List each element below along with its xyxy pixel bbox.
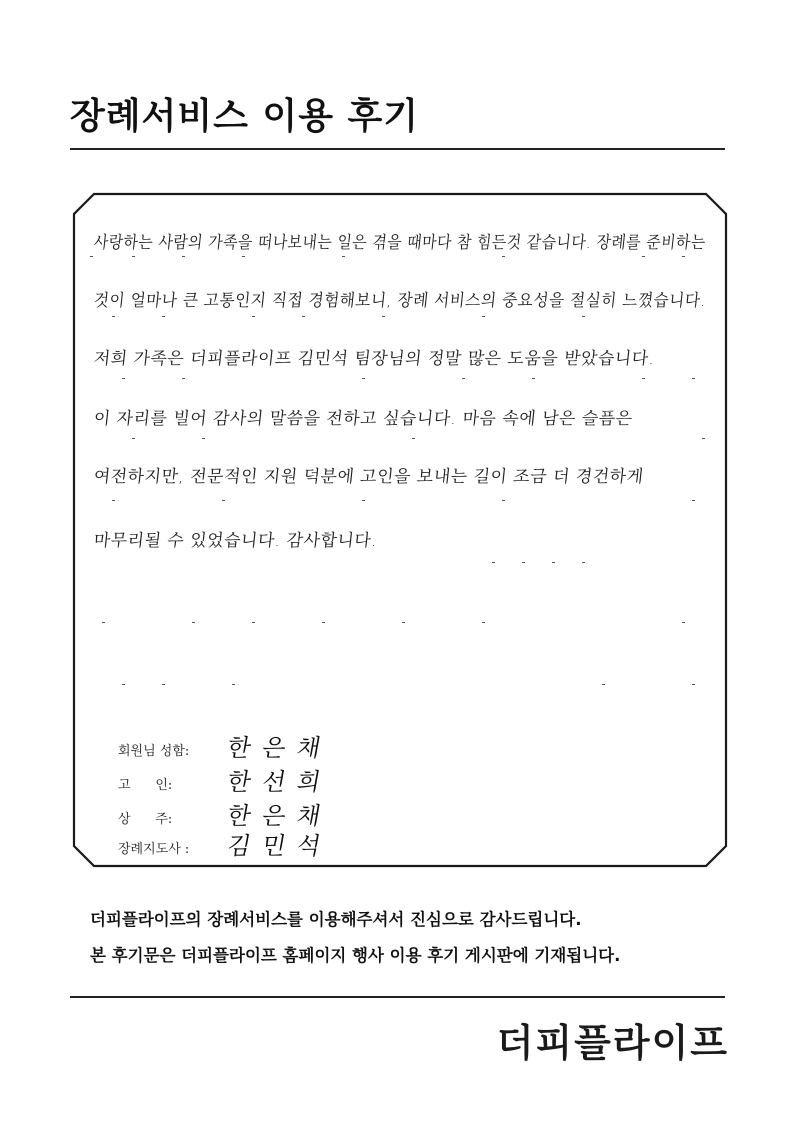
letter-line-3: 저희 가족은 더피플라이프 김민석 팀장님의 정말 많은 도움을 받았습니다. [92,349,656,369]
brand-logo: 더피플라이프 [496,1021,729,1065]
signature-value: 한 은 채 [225,734,325,762]
signature-value: 김 민 석 [225,832,325,860]
dotted-guide [82,684,718,688]
letter-line-6: 마무리될 수 있었습니다. 감사합니다. [92,531,379,551]
signature-label: 상 주: [118,812,173,827]
letter-line-5: 여전하지만, 전문적인 지원 덕분에 고인을 보내는 길이 조금 더 경건하게 [92,467,645,487]
letter-line-4: 이 자리를 빌어 감사의 말씀을 전하고 싶습니다. 마음 속에 남은 슬픔은 [92,409,634,429]
dotted-guide [82,500,718,504]
dotted-guide [82,316,718,320]
dotted-guide [82,256,718,260]
dotted-guide [82,438,718,442]
signature-value: 한 은 채 [225,802,325,830]
thanks-line-1: 더피플라이프의 장례서비스를 이용해주셔서 진심으로 감사드립니다. [90,910,582,929]
signature-value: 한 선 희 [225,768,325,796]
letter-box [72,192,728,868]
title-divider [70,148,725,150]
dotted-guide [82,562,718,566]
dotted-guide [82,378,718,382]
signature-label: 고 인: [118,778,173,793]
page-title: 장례서비스 이용 후기 [70,96,420,137]
signature-label: 장례지도사 : [118,842,190,857]
thanks-line-2: 본 후기문은 더피플라이프 홈페이지 행사 이용 후기 게시판에 기재됩니다. [90,946,621,965]
letter-line-1: 사랑하는 사람의 가족을 떠나보내는 일은 겪을 때마다 참 힘든것 같습니다. 장례를 준비하는 [92,233,707,253]
letter-line-2: 것이 얼마나 큰 고통인지 직접 경험해보니, 장례 서비스의 중요성을 절실히 느꼈습니다. [92,291,707,311]
footer-divider [70,996,725,998]
signature-label: 회원님 성함: [118,744,190,759]
dotted-guide [82,622,718,626]
